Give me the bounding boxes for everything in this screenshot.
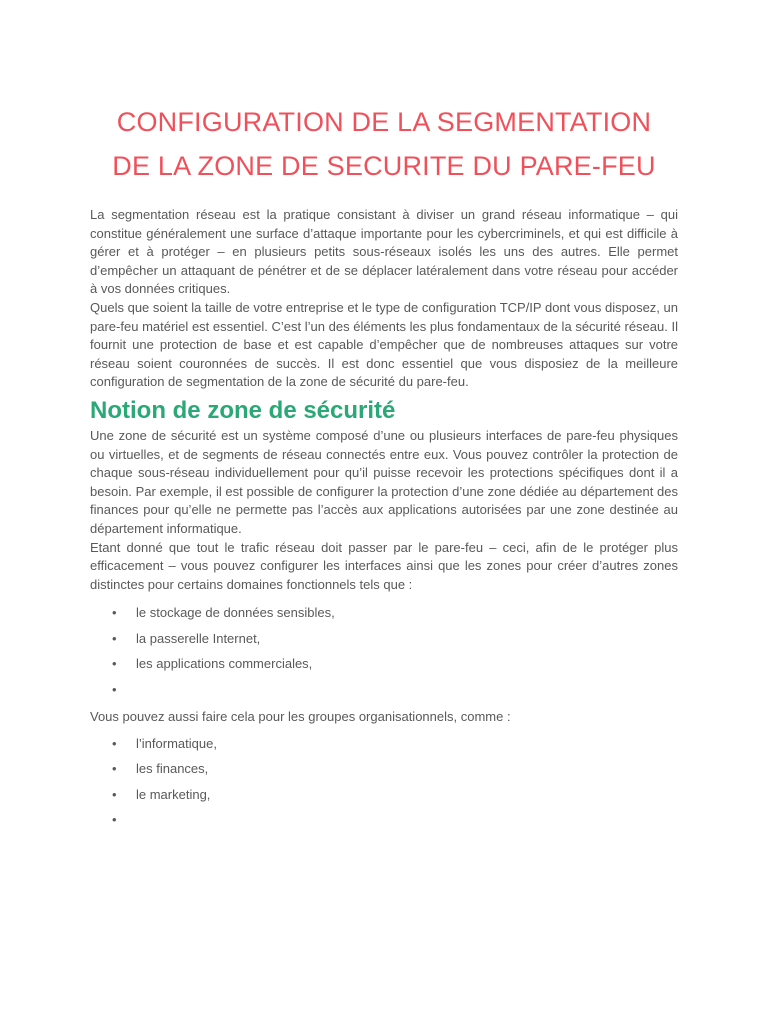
title-line-1: CONFIGURATION DE LA SEGMENTATION [116, 107, 652, 137]
list-item [90, 600, 678, 626]
bullet-icon: • [112, 812, 117, 828]
intro-paragraph-2: Quels que soient la taille de votre entreprise et le type de configuration TCP/IP dont vous disposez, un pare-feu matériel est essentiel. C’est l’un des éléments les plus fondamentaux de la sécurité réseau. Il fournit une protection de base et est capable d’empêcher que de nombreuses attaques sur votre réseau soient couronnées de succès. Il est donc essentiel que vous disposiez de la meilleure configuration de segmentation de la zone de sécurité du pare-feu. [90, 299, 678, 390]
section-paragraph-2: Etant donné que tout le trafic réseau doit passer par le pare-feu – ceci, afin de le protéger plus efficacement – vous pouvez configurer les interfaces ainsi que les zones pour créer d’autres zones distinctes pour certains domaines fonctionnels tels que : [90, 539, 678, 592]
bullet-icon: • [112, 681, 117, 697]
list-item [90, 731, 678, 757]
list-item [90, 756, 678, 782]
functional-domains-list [90, 600, 678, 702]
list-item [90, 677, 678, 703]
list-item-text: les finances, [136, 761, 209, 777]
bullet-icon: • [112, 761, 117, 777]
section-heading: Notion de zone de sécurité [90, 396, 396, 424]
section-paragraph-3: Vous pouvez aussi faire cela pour les groupes organisationnels, comme : [90, 709, 511, 725]
list-item-text: l’informatique, [136, 735, 217, 751]
intro-paragraph-1: La segmentation réseau est la pratique consistant à diviser un grand réseau informatique – qui constitue généralement une surface d’attaque importante pour les cybercriminels, et qui est difficile à gérer et à protéger – en plusieurs petits sous-réseaux isolés les uns des autres. Elle permet d’empêcher un attaquant de pénétrer et de se déplacer latéralement dans votre réseau pour accéder à vos données critiques. [90, 207, 678, 297]
list-item [90, 782, 678, 808]
document-title [90, 100, 678, 188]
list-item-text: la passerelle Internet, [136, 630, 261, 646]
title-line-2: DE LA ZONE DE SECURITE DU PARE-FEU [112, 151, 656, 181]
section-paragraph-1: Une zone de sécurité est un système composé d’une ou plusieurs interfaces de pare-feu physiques ou virtuelles, et de segments de réseau connectés entre eux. Vous pouvez contrôler la protection de chaque sous-réseau individuellement pour qu’il puisse recevoir les protections spécifiques dont il a besoin. Par exemple, il est possible de configurer la protection d’une zone dédiée au département des finances pour qu’elle ne permette pas l’accès aux applications autorisées par une zone destinée au département informatique. [90, 427, 678, 536]
list-item [90, 651, 678, 677]
list-item-text: les applications commerciales, [136, 656, 313, 672]
bullet-icon: • [112, 630, 117, 646]
list-item-text: le marketing, [136, 786, 211, 802]
bullet-icon: • [112, 786, 117, 802]
organizational-groups-list [90, 731, 678, 833]
bullet-icon: • [112, 735, 117, 751]
list-item [90, 807, 678, 833]
bullet-icon: • [112, 656, 117, 672]
list-item-text: le stockage de données sensibles, [136, 605, 335, 621]
bullet-icon: • [112, 605, 117, 621]
document-page [90, 100, 678, 839]
list-item [90, 626, 678, 652]
